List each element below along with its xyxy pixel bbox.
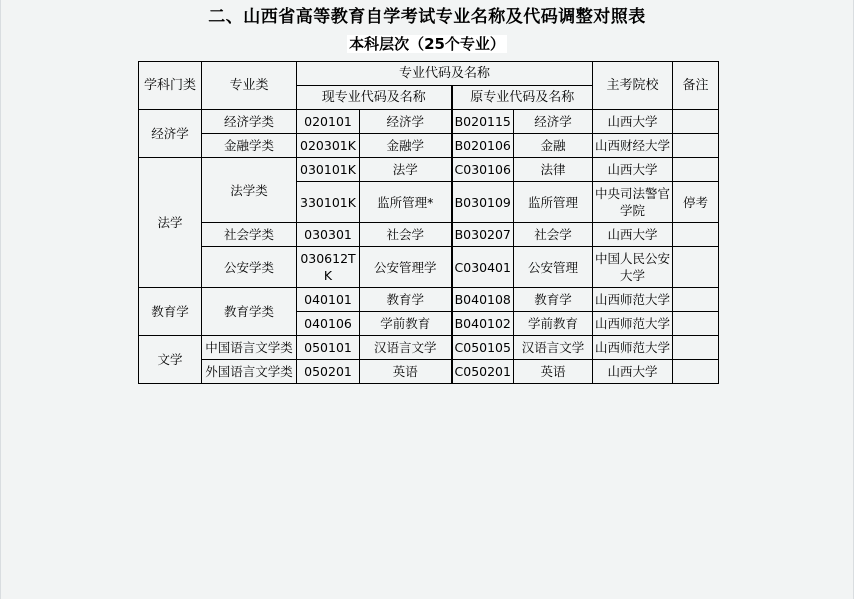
cell-exam-school: 中国人民公安大学 bbox=[593, 247, 673, 288]
table-row bbox=[139, 158, 719, 182]
cell-remarks: 停考 bbox=[673, 182, 719, 223]
table-body bbox=[139, 110, 719, 384]
cell-old-name: 金融 bbox=[514, 134, 593, 158]
cell-new-code: 050101 bbox=[297, 336, 360, 360]
header-old-code-and-name: 原专业代码及名称 bbox=[452, 86, 593, 110]
cell-new-code: 040106 bbox=[297, 312, 360, 336]
table-row bbox=[139, 247, 719, 288]
cell-remarks bbox=[673, 158, 719, 182]
cell-old-name: 社会学 bbox=[514, 223, 593, 247]
cell-major-category: 金融学类 bbox=[202, 134, 297, 158]
cell-old-name: 教育学 bbox=[514, 288, 593, 312]
cell-major-category: 法学类 bbox=[202, 158, 297, 223]
cell-new-name: 汉语言文学 bbox=[360, 336, 452, 360]
cell-exam-school: 山西大学 bbox=[593, 223, 673, 247]
cell-new-name: 学前教育 bbox=[360, 312, 452, 336]
cell-remarks bbox=[673, 223, 719, 247]
table-row bbox=[139, 360, 719, 384]
cell-remarks bbox=[673, 336, 719, 360]
cell-new-code: 330101K bbox=[297, 182, 360, 223]
cell-new-name: 经济学 bbox=[360, 110, 452, 134]
cell-discipline: 法学 bbox=[139, 158, 202, 288]
cell-new-name: 公安管理学 bbox=[360, 247, 452, 288]
cell-exam-school: 山西财经大学 bbox=[593, 134, 673, 158]
cell-old-name: 汉语言文学 bbox=[514, 336, 593, 360]
cell-old-code: B040102 bbox=[452, 312, 514, 336]
cell-old-code: C050105 bbox=[452, 336, 514, 360]
cell-major-category: 社会学类 bbox=[202, 223, 297, 247]
cell-new-code: 030612TK bbox=[297, 247, 360, 288]
cell-major-category: 外国语言文学类 bbox=[202, 360, 297, 384]
document-page bbox=[1, 0, 853, 599]
cell-old-name: 公安管理 bbox=[514, 247, 593, 288]
cell-old-name: 英语 bbox=[514, 360, 593, 384]
cell-remarks bbox=[673, 360, 719, 384]
cell-new-code: 040101 bbox=[297, 288, 360, 312]
cell-old-name: 监所管理 bbox=[514, 182, 593, 223]
cell-discipline: 经济学 bbox=[139, 110, 202, 158]
cell-major-category: 中国语言文学类 bbox=[202, 336, 297, 360]
cell-new-code: 050201 bbox=[297, 360, 360, 384]
cell-exam-school: 山西大学 bbox=[593, 158, 673, 182]
cell-old-code: C030106 bbox=[452, 158, 514, 182]
cell-discipline: 文学 bbox=[139, 336, 202, 384]
cell-old-code: B040108 bbox=[452, 288, 514, 312]
cell-old-code: C030401 bbox=[452, 247, 514, 288]
table-row bbox=[139, 110, 719, 134]
cell-old-code: B020115 bbox=[452, 110, 514, 134]
cell-new-name: 法学 bbox=[360, 158, 452, 182]
cell-remarks bbox=[673, 247, 719, 288]
header-new-code-and-name: 现专业代码及名称 bbox=[297, 86, 452, 110]
cell-exam-school: 山西师范大学 bbox=[593, 336, 673, 360]
cell-old-name: 学前教育 bbox=[514, 312, 593, 336]
cell-major-category: 经济学类 bbox=[202, 110, 297, 134]
cell-new-code: 030101K bbox=[297, 158, 360, 182]
cell-old-name: 经济学 bbox=[514, 110, 593, 134]
header-remarks: 备注 bbox=[673, 62, 719, 110]
table-row bbox=[139, 336, 719, 360]
cell-old-code: B020106 bbox=[452, 134, 514, 158]
cell-exam-school: 山西师范大学 bbox=[593, 288, 673, 312]
cell-new-code: 020101 bbox=[297, 110, 360, 134]
cell-exam-school: 山西大学 bbox=[593, 110, 673, 134]
table-row bbox=[139, 134, 719, 158]
cell-new-name: 金融学 bbox=[360, 134, 452, 158]
page-subtitle-text: 本科层次（25个专业） bbox=[349, 35, 505, 53]
comparison-table-wrapper bbox=[138, 61, 718, 384]
cell-remarks bbox=[673, 312, 719, 336]
header-discipline: 学科门类 bbox=[139, 62, 202, 110]
table-header-row-1 bbox=[139, 62, 719, 86]
page-title: 二、山西省高等教育自学考试专业名称及代码调整对照表 bbox=[208, 7, 646, 27]
cell-exam-school: 山西师范大学 bbox=[593, 312, 673, 336]
cell-new-name: 社会学 bbox=[360, 223, 452, 247]
major-code-comparison-table bbox=[138, 61, 719, 384]
table-row bbox=[139, 223, 719, 247]
cell-new-code: 020301K bbox=[297, 134, 360, 158]
cell-major-category: 公安学类 bbox=[202, 247, 297, 288]
cell-exam-school: 中央司法警官学院 bbox=[593, 182, 673, 223]
cell-remarks bbox=[673, 288, 719, 312]
cell-remarks bbox=[673, 134, 719, 158]
header-exam-school: 主考院校 bbox=[593, 62, 673, 110]
header-code-and-name-group: 专业代码及名称 bbox=[297, 62, 593, 86]
cell-old-name: 法律 bbox=[514, 158, 593, 182]
cell-old-code: B030109 bbox=[452, 182, 514, 223]
table-header bbox=[139, 62, 719, 110]
cell-old-code: C050201 bbox=[452, 360, 514, 384]
cell-major-category: 教育学类 bbox=[202, 288, 297, 336]
cell-discipline: 教育学 bbox=[139, 288, 202, 336]
cell-new-name: 教育学 bbox=[360, 288, 452, 312]
cell-new-name: 监所管理* bbox=[360, 182, 452, 223]
table-row bbox=[139, 288, 719, 312]
cell-old-code: B030207 bbox=[452, 223, 514, 247]
page-subtitle bbox=[1, 34, 853, 54]
cell-new-name: 英语 bbox=[360, 360, 452, 384]
header-major-category: 专业类 bbox=[202, 62, 297, 110]
cell-exam-school: 山西大学 bbox=[593, 360, 673, 384]
cell-remarks bbox=[673, 110, 719, 134]
cell-new-code: 030301 bbox=[297, 223, 360, 247]
